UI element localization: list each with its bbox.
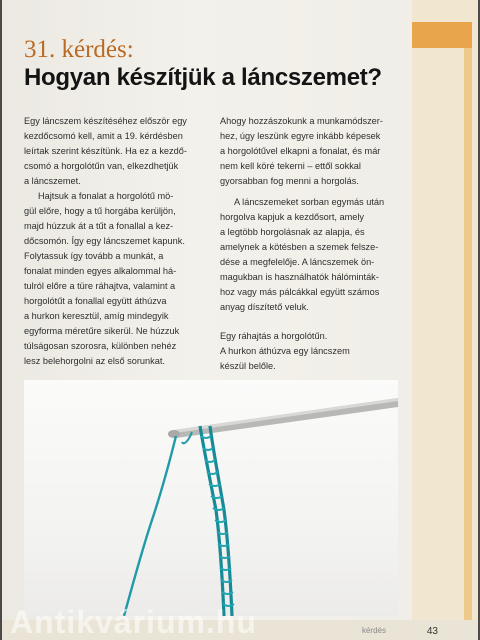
page-title: Hogyan készítjük a láncszemet? — [24, 64, 382, 91]
footer-label: kérdés — [361, 626, 386, 635]
paragraph: Hajtsuk a fonalat a horgolótű mö- gül előre, hogy a tű horgába kerüljön, majd húzzuk át a tűt a fonallal a kez- dőcsomón. Így egy láncszemet kapunk. Folytassuk így tovább a munkát, a fonalat minden egyes alkalommal há- tulról előre a türe ráhajtva, valamint a horgolótűt a fonallal együtt áthúzva a hurkon keresztül, amíg mindegyik egyforma méretűre sikerül. Ne húzzuk túlságosan szorosra, különben nehéz lesz belehorgolni az első sorunkat. — [24, 191, 185, 366]
paragraph: A láncszemeket sorban egymás után horgolva kapjuk a kezdősort, amely a legtöbb horgolásnak az alapja, és amelynek a kötésben a szemek felsze- dése a megfelelője. A láncszemek ön- magukban is használhatók hálóminták- hoz vagy más pálcákkal együtt számos anyag díszítető veluk. — [220, 197, 385, 312]
left-column — [24, 114, 214, 369]
chapter-label: 31. kérdés: — [24, 36, 134, 63]
crochet-chain-illustration — [24, 380, 398, 616]
page-number: 43 — [426, 626, 438, 637]
watermark: Antikvárium.hu — [10, 604, 257, 640]
photo-caption: A hurkon áthúzva egy láncszem készül belőle. — [220, 346, 350, 371]
right-column — [220, 114, 410, 374]
crochet-photo — [24, 380, 398, 616]
book-page — [2, 0, 478, 640]
paragraph: Egy láncszem készítéséhez először egy kezdőcsomó kell, amit a 19. kérdésben leírtak szerint készítünk. Ha ez a kezdő- csomó a horgolótűn van, elkezdhetjük a láncszemet. — [24, 116, 187, 186]
photo-caption: Egy ráhajtás a horgolótűn. — [220, 331, 328, 341]
page-edge-band — [464, 48, 472, 640]
loose-yarn — [124, 436, 176, 616]
paragraph: Ahogy hozzászokunk a munkamódszer- hez, úgy leszünk egyre inkább képesek a horgolótűvel elkapni a fonalat, és már nem kell köré tekerni – ettől sokkal gyorsabban fog menni a horgolás. — [220, 116, 383, 186]
chapter-tab — [412, 22, 472, 48]
